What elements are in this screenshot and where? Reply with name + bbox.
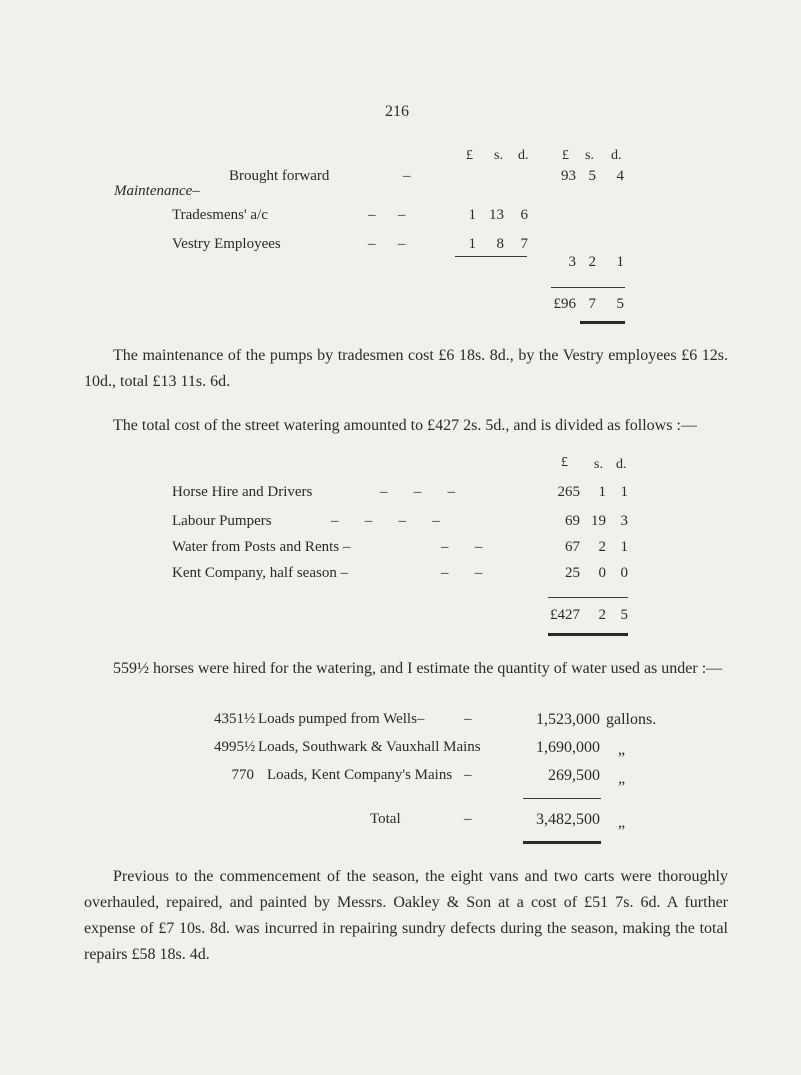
kent-company-pounds: 25 <box>565 565 580 581</box>
maintenance-section-label: Maintenance– <box>114 183 200 199</box>
water-posts-dashes: – – <box>441 539 483 555</box>
watering-total-pounds: £427 <box>550 607 580 623</box>
total-pence: 5 <box>616 296 624 312</box>
paragraph-vans-repairs: Previous to the commencement of the season, the eight vans and two carts were thoroughly overhauled, repaired, and painted by Messrs. Oakley & Son at a cost of £51 7s. 6d. A further expense of £7 10s. 8d. was incurred in repairing sundry defects during the season, making the total repairs £58 18s. 4d. <box>84 868 728 963</box>
southwark-unit: „ <box>618 741 626 758</box>
col-header-pence-left: d. <box>518 148 529 163</box>
tradesmens-pence: 6 <box>520 207 528 223</box>
tradesmens-shillings: 13 <box>489 207 504 223</box>
tradesmens-dashes: – – <box>368 207 406 223</box>
horse-hire-label: Horse Hire and Drivers <box>172 484 313 500</box>
water-posts-shillings: 2 <box>598 539 606 555</box>
wells-dash: – <box>464 711 472 727</box>
total-pounds: £96 <box>553 296 576 312</box>
kent-mains-loads: 770 <box>231 767 254 783</box>
watering-total-rule <box>548 597 628 598</box>
total-rule-right <box>551 287 625 288</box>
paragraph-horses-hired: 559½ horses were hired for the watering, and I estimate the quantity of water used as under :— <box>113 660 723 677</box>
vestry-employees-dashes: – – <box>368 236 406 252</box>
vestry-employees-shillings: 8 <box>496 236 504 252</box>
quantities-total-double-rule <box>523 841 601 844</box>
quantities-total-unit: „ <box>618 814 626 831</box>
quantities-total-quantity: 3,482,500 <box>536 811 600 828</box>
subtotal-shillings: 2 <box>588 254 596 270</box>
water-posts-pounds: 67 <box>565 539 580 555</box>
southwark-loads: 4995½ <box>214 739 256 755</box>
brought-forward-shillings: 5 <box>588 168 596 184</box>
wells-loads: 4351½ <box>214 711 256 727</box>
kent-mains-unit: „ <box>618 770 626 787</box>
kent-mains-quantity: 269,500 <box>548 767 600 784</box>
tradesmens-label: Tradesmens' a/c <box>172 207 268 223</box>
vestry-employees-label: Vestry Employees <box>172 236 281 252</box>
labour-pumpers-pence: 3 <box>620 513 628 529</box>
vestry-employees-pounds: 1 <box>468 236 476 252</box>
col-header-pounds-right: £ <box>562 148 569 163</box>
col-header-shillings-left: s. <box>494 148 503 163</box>
southwark-label: Loads, Southwark & Vauxhall Mains <box>258 739 481 755</box>
col-header-pence-right: d. <box>611 148 622 163</box>
water-posts-label: Water from Posts and Rents – <box>172 539 351 555</box>
quantities-total-label: Total <box>370 811 401 827</box>
watering-total-shillings: 2 <box>598 607 606 623</box>
watering-col-header-pounds: £ <box>561 455 568 470</box>
labour-pumpers-label: Labour Pumpers <box>172 513 272 529</box>
horse-hire-pence: 1 <box>620 484 628 500</box>
kent-mains-dash: – <box>464 767 472 783</box>
col-header-shillings-right: s. <box>585 148 594 163</box>
wells-label: Loads pumped from Wells– <box>258 711 425 727</box>
labour-pumpers-dashes: – – – – <box>331 513 440 529</box>
watering-total-double-rule <box>548 633 628 636</box>
kent-company-pence: 0 <box>620 565 628 581</box>
brought-forward-dash: – <box>403 168 411 184</box>
subtotal-rule-left <box>455 256 527 257</box>
paragraph-pumps-maintenance: The maintenance of the pumps by tradesmen cost £6 18s. 8d., by the Vestry employees £6 12s. 10d., total £13 11s. 6d. <box>84 347 728 390</box>
watering-col-header-pence: d. <box>616 457 627 472</box>
water-posts-pence: 1 <box>620 539 628 555</box>
kent-company-label: Kent Company, half season – <box>172 565 349 581</box>
quantities-total-rule <box>523 798 601 799</box>
wells-unit: gallons. <box>606 711 657 728</box>
subtotal-pence: 1 <box>616 254 624 270</box>
paragraph-street-watering: The total cost of the street watering amounted to £427 2s. 5d., and is divided as follows :— <box>113 417 697 434</box>
kent-company-shillings: 0 <box>598 565 606 581</box>
vestry-employees-pence: 7 <box>520 236 528 252</box>
labour-pumpers-shillings: 19 <box>591 513 606 529</box>
total-double-rule <box>580 321 625 324</box>
brought-forward-pence: 4 <box>616 168 624 184</box>
kent-mains-label: Loads, Kent Company's Mains <box>267 767 453 783</box>
labour-pumpers-pounds: 69 <box>565 513 580 529</box>
horse-hire-shillings: 1 <box>598 484 606 500</box>
southwark-quantity: 1,690,000 <box>536 739 600 756</box>
page-number: 216 <box>385 103 409 120</box>
watering-col-header-shillings: s. <box>594 457 603 472</box>
kent-company-dashes: – – <box>441 565 483 581</box>
horse-hire-pounds: 265 <box>557 484 580 500</box>
brought-forward-label: Brought forward <box>229 168 330 184</box>
wells-quantity: 1,523,000 <box>536 711 600 728</box>
col-header-pounds-left: £ <box>466 148 473 163</box>
watering-total-pence: 5 <box>620 607 628 623</box>
tradesmens-pounds: 1 <box>468 207 476 223</box>
horse-hire-dashes: – – – <box>380 484 455 500</box>
subtotal-pounds: 3 <box>568 254 576 270</box>
total-shillings: 7 <box>588 296 596 312</box>
quantities-total-dash: – <box>464 811 472 827</box>
brought-forward-pounds: 93 <box>561 168 576 184</box>
